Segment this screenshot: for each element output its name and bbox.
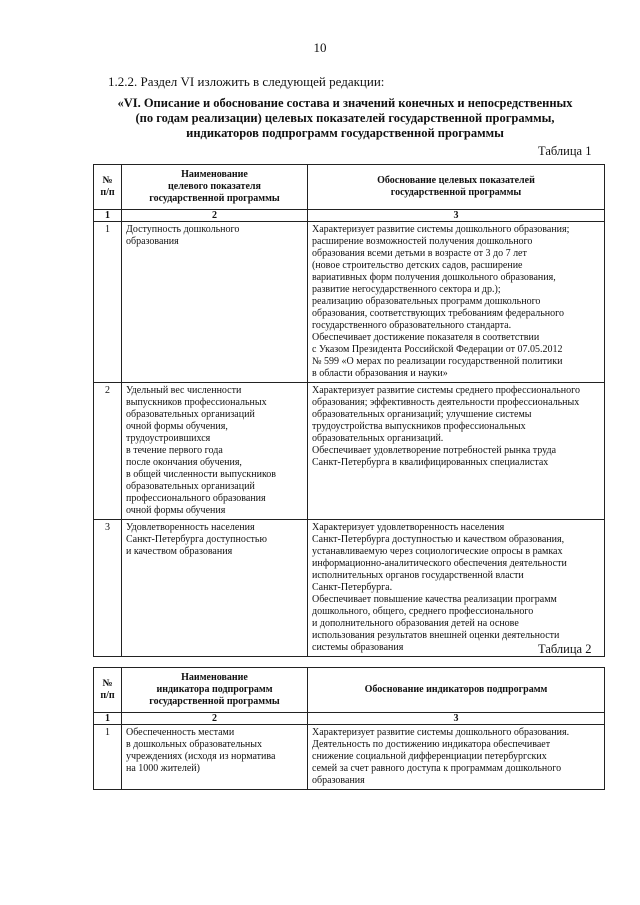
row-number: 1: [94, 222, 122, 383]
table1-header-num: № п/п: [94, 165, 122, 210]
table1-colnum-row: [94, 210, 605, 222]
indicator-justification: Характеризует развитие системы дошкольного образования; расширение возможностей получения дошкольного образования всеми детьми в возрасте от 3 до 7 лет (новое строительство детских садов, расширение вариативных форм получения дошкольного образования, развитие негосударственного сектора и др.); реализацию образовательных программ дошкольного образования, соответствующих требованиям федерального государственного образовательного стандарта. Обеспечивает достижение показателя в соответствии с Указом Президента Российской Федерации от 07.05.2012 № 599 «О мерах по реализации государственной политики в области образования и науки»: [308, 222, 605, 383]
table2-colnum: 2: [122, 713, 308, 725]
indicator-justification: Характеризует развитие системы среднего профессионального образования; эффективность деятельности профессиональных образовательных организаций; улучшение системы трудоустройства выпускников профессиональных образовательных организаций. Обеспечивает удовлетворение потребностей рынка труда Санкт-Петербурга в квалифицированных специалистах: [308, 383, 605, 520]
indicator-name: Удовлетворенность населения Санкт-Петербурга доступностью и качеством образования: [122, 520, 308, 657]
heading-line: (по годам реализации) целевых показателей государственной программы,: [135, 111, 555, 125]
table1-header-row: [94, 165, 605, 210]
table1-colnum: 3: [308, 210, 605, 222]
table-row: [94, 383, 605, 520]
table1-header-name: Наименование целевого показателя государственной программы: [122, 165, 308, 210]
table2-colnum: 3: [308, 713, 605, 725]
indicator-name: Обеспеченность местами в дошкольных образовательных учреждениях (исходя из норматива на 1000 жителей): [122, 725, 308, 790]
table-row: [94, 222, 605, 383]
indicator-justification: Характеризует развитие системы дошкольного образования. Деятельность по достижению индикатора обеспечивает снижение социальной дифференциации петербургских семей за счет равного доступа к программам дошкольного образования: [308, 725, 605, 790]
table1-colnum: 1: [94, 210, 122, 222]
table-row: [94, 725, 605, 790]
table1-header-justification: Обоснование целевых показателей государственной программы: [308, 165, 605, 210]
table2-header-row: [94, 668, 605, 713]
table2: [93, 667, 605, 790]
table2-label: Таблица 2: [538, 642, 592, 656]
table2-colnum-row: [94, 713, 605, 725]
section-intro: 1.2.2. Раздел VI изложить в следующей редакции:: [108, 74, 385, 89]
table2-header-justification: Обоснование индикаторов подпрограмм: [308, 668, 605, 713]
heading-line: «VI. Описание и обоснование состава и значений конечных и непосредственных: [117, 96, 573, 110]
table2-header-name: Наименование индикатора подпрограмм государственной программы: [122, 668, 308, 713]
indicator-name: Удельный вес численности выпускников профессиональных образовательных организаций очной формы обучения, трудоустроившихся в течение первого года после окончания обучения, в общей численности выпускников образовательных организаций профессионального образования очной формы обучения: [122, 383, 308, 520]
indicator-justification: Характеризует удовлетворенность населения Санкт-Петербурга доступностью и качеством образования, устанавливаемую через социологические опросы в рамках информационно-аналитического обеспечения деятельности исполнительных органов государственной власти Санкт-Петербурга. Обеспечивает повышение качества реализации программ дошкольного, общего, среднего профессионального и дополнительного образования детей на основе использования результатов внешней оценки деятельности системы образования: [308, 520, 605, 657]
table1: [93, 164, 605, 657]
row-number: 3: [94, 520, 122, 657]
row-number: 2: [94, 383, 122, 520]
section-heading: [90, 96, 600, 141]
heading-line: индикаторов подпрограмм государственной программы: [186, 126, 504, 140]
table1-label: Таблица 1: [538, 144, 592, 158]
table2-header-num: № п/п: [94, 668, 122, 713]
page-number: 10: [313, 40, 327, 55]
row-number: 1: [94, 725, 122, 790]
table-row: [94, 520, 605, 657]
table2-colnum: 1: [94, 713, 122, 725]
table1-colnum: 2: [122, 210, 308, 222]
indicator-name: Доступность дошкольного образования: [122, 222, 308, 383]
